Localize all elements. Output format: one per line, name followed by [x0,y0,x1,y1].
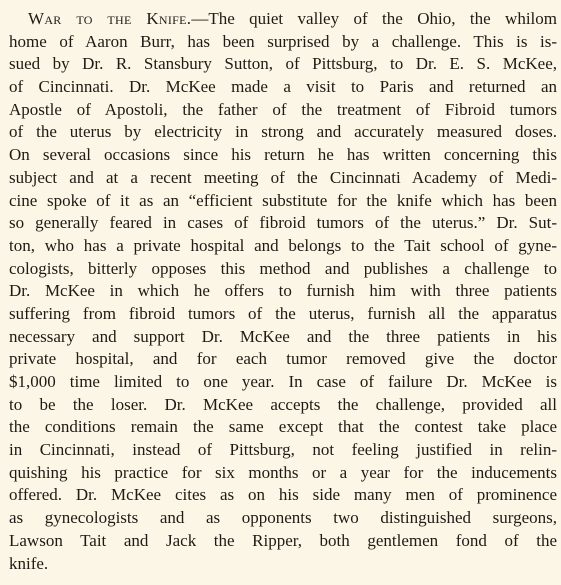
article-line: offered. Dr. McKee cites as on his side many men of prominence [9,485,557,505]
article-line: suffering from fibroid tumors of the uterus, furnish all the apparatus [9,303,557,323]
article-line: in Cincinnati, instead of Pittsburg, not feeling justified in relin- [9,440,557,460]
article-line: Apostle of Apostoli, the father of the treatment of Fibroid tumors [9,99,557,119]
article-line: knife. [9,553,49,573]
article-line: Dr. McKee in which he offers to furnish him with three patients [9,281,557,301]
article-line: so generally feared in cases of fibroid tumors of the uterus.” Dr. Sut- [9,213,557,233]
article-line: private hospital, and for each tumor removed give the doctor [9,349,557,369]
article-heading: War to the Knife. [28,9,192,28]
article-text [9,8,557,575]
article-line: subject and at a recent meeting of the Cincinnati Academy of Medi- [9,167,557,187]
article-line: of the uterus by electricity in strong and accurately measured doses. [9,122,557,142]
article-line: ton, who has a private hospital and belongs to the Tait school of gyne- [9,235,557,255]
article-line: of Cincinnati. Dr. McKee made a visit to Paris and returned an [9,77,557,97]
article-line: cologists, bitterly opposes this method and publishes a challenge to [9,258,557,278]
article-line: sued by Dr. R. Stansbury Sutton, of Pittsburg, to Dr. E. S. McKee, [9,54,557,74]
article-line: quishing his practice for six months or a year for the inducements [9,462,557,482]
article-line: the conditions remain the same except that the contest take place [9,417,557,437]
article-line: necessary and support Dr. McKee and the three patients in his [9,326,557,346]
article-line [9,8,557,31]
article-line: as gynecologists and as opponents two distinguished surgeons, [9,508,557,528]
article-line: Lawson Tait and Jack the Ripper, both gentlemen fond of the [9,530,557,550]
article-line-text: —The quiet valley of the Ohio, the whilom [191,9,557,28]
article-line: cine spoke of it as an “efficient substitute for the knife which has been [9,190,557,210]
article-line: On several occasions since his return he has written concerning this [9,145,557,165]
article-line: to be the loser. Dr. McKee accepts the challenge, provided all [9,394,557,414]
article-line: home of Aaron Burr, has been surprised by a challenge. This is is- [9,31,557,51]
article-line: $1,000 time limited to one year. In case of failure Dr. McKee is [9,372,557,391]
